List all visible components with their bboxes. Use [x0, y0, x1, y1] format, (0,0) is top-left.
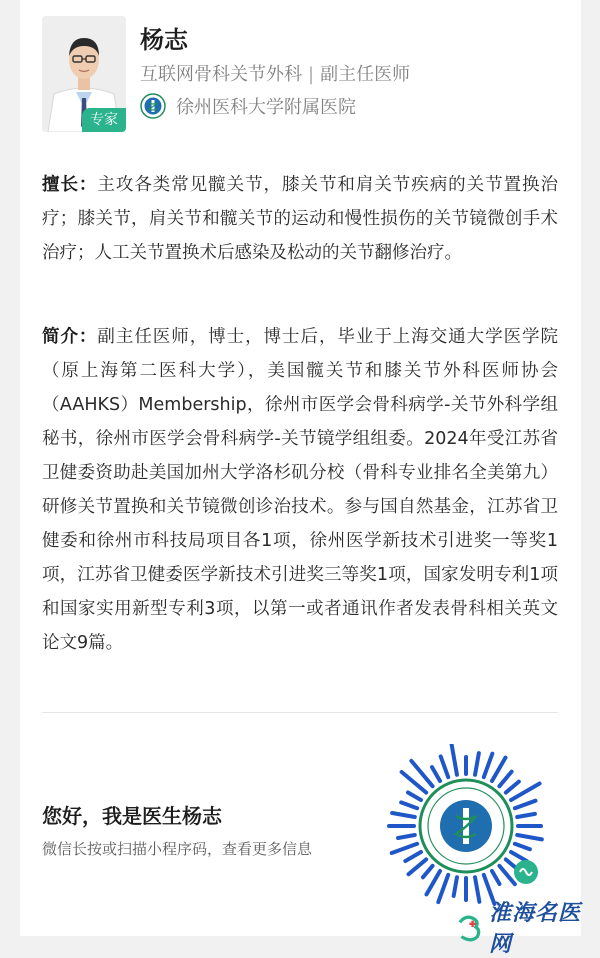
code-ray — [408, 793, 421, 801]
code-ray — [499, 772, 511, 787]
doctor-title-line — [140, 60, 410, 86]
introduction-text: 副主任医师，博士，博士后，毕业于上海交通大学医学院（原上海第二医科大学），美国髋关节和膝关节外科医师协会（AAHKS）Membership，徐州市医学会骨科病学-关节外科学组秘书，徐州市医学会骨科病学-关节镜学组组委。2024年受江苏省卫健委资助赴美国加州大学洛杉矶分校（骨科专业排名全美第九）研修关节置换和关节镜微创诊治技术。参与国自然基金，江苏省卫健委和徐州市科技局项目各1项，徐州医学新技术引进奖一等奖1项，江苏省卫健委医学新技术引进奖三等奖1项，国家发明专利1项和国家实用新型专利3项，以第一或者通讯作者发表骨科相关英文论文9篇。 — [42, 327, 558, 653]
code-ray — [517, 835, 542, 839]
scan-hint-text: 微信长按或扫描小程序码，查看更多信息 — [42, 840, 313, 858]
code-ray — [517, 814, 535, 817]
code-ray — [423, 866, 433, 877]
site-watermark-text: 淮海名医网 — [489, 901, 582, 957]
code-ray — [438, 875, 448, 902]
code-ray — [401, 802, 417, 808]
doctor-avatar — [42, 16, 126, 132]
code-ray — [398, 835, 415, 838]
code-ray — [484, 754, 493, 777]
code-ray — [441, 756, 449, 777]
site-logo-icon — [455, 907, 487, 947]
doctor-name: 杨志 — [140, 26, 188, 54]
code-ray — [409, 859, 427, 874]
mini-program-code[interactable] — [384, 744, 548, 908]
hospital-logo-icon — [140, 93, 166, 119]
code-ray — [405, 852, 421, 861]
doctor-profile-card — [20, 0, 582, 957]
code-ray — [451, 744, 457, 775]
introduction-section — [42, 320, 558, 660]
hospital-row — [140, 92, 356, 120]
site-watermark — [455, 896, 581, 958]
code-ray — [492, 758, 506, 781]
greeting-text: 您好，我是医生杨志 — [42, 804, 222, 828]
expert-badge: 专家 — [82, 108, 126, 132]
position-title: 副主任医师 — [320, 64, 411, 85]
specialty-label: 擅长： — [42, 175, 98, 195]
hospital-name: 徐州医科大学附属医院 — [176, 97, 356, 118]
department-label: 互联网骨科关节外科 — [140, 64, 302, 85]
code-ray — [454, 877, 457, 896]
code-ray — [515, 844, 530, 849]
code-ray — [515, 801, 536, 809]
specialty-section — [42, 168, 558, 270]
title-separator: | — [308, 64, 315, 85]
code-ray — [392, 813, 415, 817]
code-ray — [427, 871, 441, 894]
code-ray — [499, 866, 514, 884]
code-ray — [475, 753, 479, 775]
specialty-text: 主攻各类常见髋关节，膝关节和肩关节疾病的关节置换治疗；膝关节，肩关节和髋关节的运动和慢性损伤的关节镜微创手术治疗；人工关节置换术后感染及松动的关节翻修治疗。 — [42, 175, 558, 263]
section-divider — [42, 712, 558, 713]
code-ray — [392, 844, 417, 853]
introduction-label: 简介： — [42, 327, 98, 347]
code-ray — [432, 767, 440, 781]
code-ray — [506, 782, 519, 793]
code-ray — [511, 852, 527, 861]
code-ray — [492, 871, 500, 884]
